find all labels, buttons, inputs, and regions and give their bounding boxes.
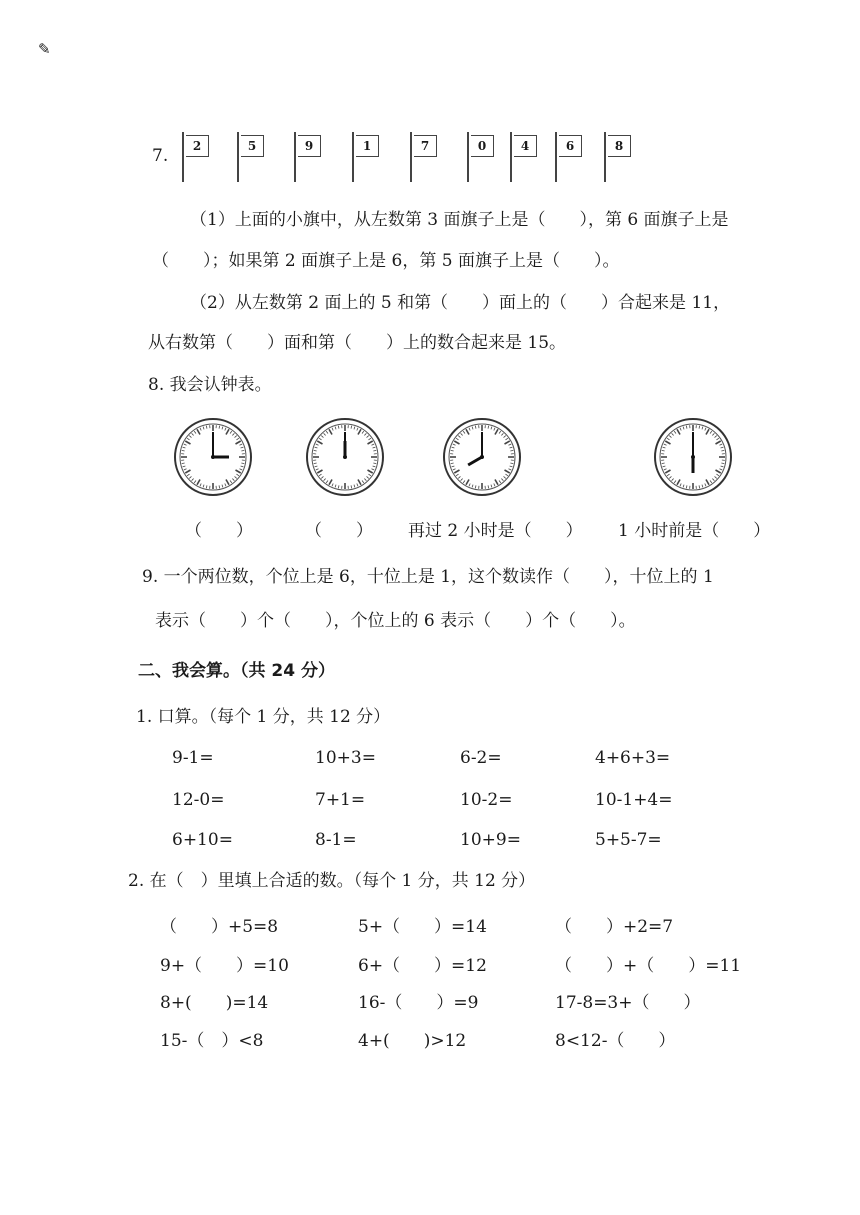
fill-item: 17-8=3+（ ） [555, 993, 701, 1013]
flag-number: 6 [559, 135, 582, 157]
q7-line4: 从右数第（ ）面和第（ ）上的数合起来是 15。 [148, 333, 567, 353]
flag-number: 4 [514, 135, 537, 157]
q9-line2: 表示（ ）个（ ），个位上的 6 表示（ ）个（ ）。 [155, 611, 636, 631]
clock-4 [655, 419, 731, 495]
clock-center [691, 455, 695, 459]
flag-9 [604, 132, 644, 182]
clock-1 [175, 419, 251, 495]
fill-item: （ ）+（ ）=11 [555, 956, 742, 976]
fill-item: （ ）+5=8 [160, 917, 279, 937]
flag-7 [510, 132, 550, 182]
oral-item: 6-2= [460, 748, 502, 768]
fill-item: （ ）+2=7 [555, 917, 674, 937]
flag-number: 1 [356, 135, 379, 157]
q7-line3: （2）从左数第 2 面上的 5 和第（ ）面上的（ ）合起来是 11， [190, 293, 731, 313]
flag-number: 9 [298, 135, 321, 157]
flag-number: 5 [241, 135, 264, 157]
flag-pole [182, 132, 184, 182]
section2-part2-title: 2. 在（ ）里填上合适的数。（每个 1 分，共 12 分） [128, 871, 536, 891]
oral-item: 9-1= [172, 748, 214, 768]
q9-line1: 9. 一个两位数，个位上是 6，十位上是 1，这个数读作（ ），十位上的 1 [142, 567, 714, 587]
fill-item: 15-（ ）<8 [160, 1031, 264, 1051]
flag-number: 0 [471, 135, 494, 157]
flag-row [182, 132, 652, 184]
fill-item: 9+（ ）=10 [160, 956, 289, 976]
fill-item: 8+( )=14 [160, 993, 269, 1013]
oral-item: 7+1= [315, 790, 366, 810]
oral-item: 12-0= [172, 790, 225, 810]
oral-item: 8-1= [315, 830, 357, 850]
clock-2 [307, 419, 383, 495]
flag-pole [294, 132, 296, 182]
oral-item: 10+9= [460, 830, 521, 850]
flag-number: 2 [186, 135, 209, 157]
flag-4 [352, 132, 392, 182]
q8-title: 8. 我会认钟表。 [148, 375, 272, 395]
clock-row [0, 410, 860, 510]
q7-line2: （ ）；如果第 2 面旗子上是 6，第 5 面旗子上是（ ）。 [152, 251, 620, 271]
fill-item: 6+（ ）=12 [358, 956, 487, 976]
fill-item: 4+( )>12 [358, 1031, 467, 1051]
fill-item: 5+（ ）=14 [358, 917, 487, 937]
q7-line1: （1）上面的小旗中，从左数第 3 面旗子上是（ ），第 6 面旗子上是 [190, 210, 729, 230]
flag-pole [555, 132, 557, 182]
section2-part1-title: 1. 口算。（每个 1 分，共 12 分） [136, 707, 391, 727]
oral-item: 10-2= [460, 790, 513, 810]
flag-number: 7 [414, 135, 437, 157]
oral-item: 5+5-7= [595, 830, 662, 850]
flag-1 [182, 132, 222, 182]
oral-item: 4+6+3= [595, 748, 671, 768]
fill-item: 8<12-（ ） [555, 1031, 676, 1051]
flag-pole [410, 132, 412, 182]
flag-number: 8 [608, 135, 631, 157]
section2-heading: 二、我会算。（共 24 分） [138, 661, 335, 681]
fill-item: 16-（ ）=9 [358, 993, 479, 1013]
q8-answer-2: （ ） [305, 521, 373, 541]
oral-item: 6+10= [172, 830, 233, 850]
flag-8 [555, 132, 595, 182]
q8-answer-4: 1 小时前是（ ） [618, 521, 771, 541]
clock-center [480, 455, 484, 459]
clock-center [211, 455, 215, 459]
clock-center [343, 455, 347, 459]
clock-3 [444, 419, 520, 495]
oral-item: 10-1+4= [595, 790, 673, 810]
flag-pole [604, 132, 606, 182]
q8-answer-3: 再过 2 小时是（ ） [408, 521, 583, 541]
flag-2 [237, 132, 277, 182]
flag-6 [467, 132, 507, 182]
flag-pole [510, 132, 512, 182]
flag-pole [352, 132, 354, 182]
q8-answer-1: （ ） [185, 521, 253, 541]
flag-pole [467, 132, 469, 182]
q7-number: 7. [152, 146, 169, 166]
flag-pole [237, 132, 239, 182]
flag-5 [410, 132, 450, 182]
oral-item: 10+3= [315, 748, 376, 768]
corner-mark-icon: ✎ [38, 40, 51, 58]
flag-3 [294, 132, 334, 182]
